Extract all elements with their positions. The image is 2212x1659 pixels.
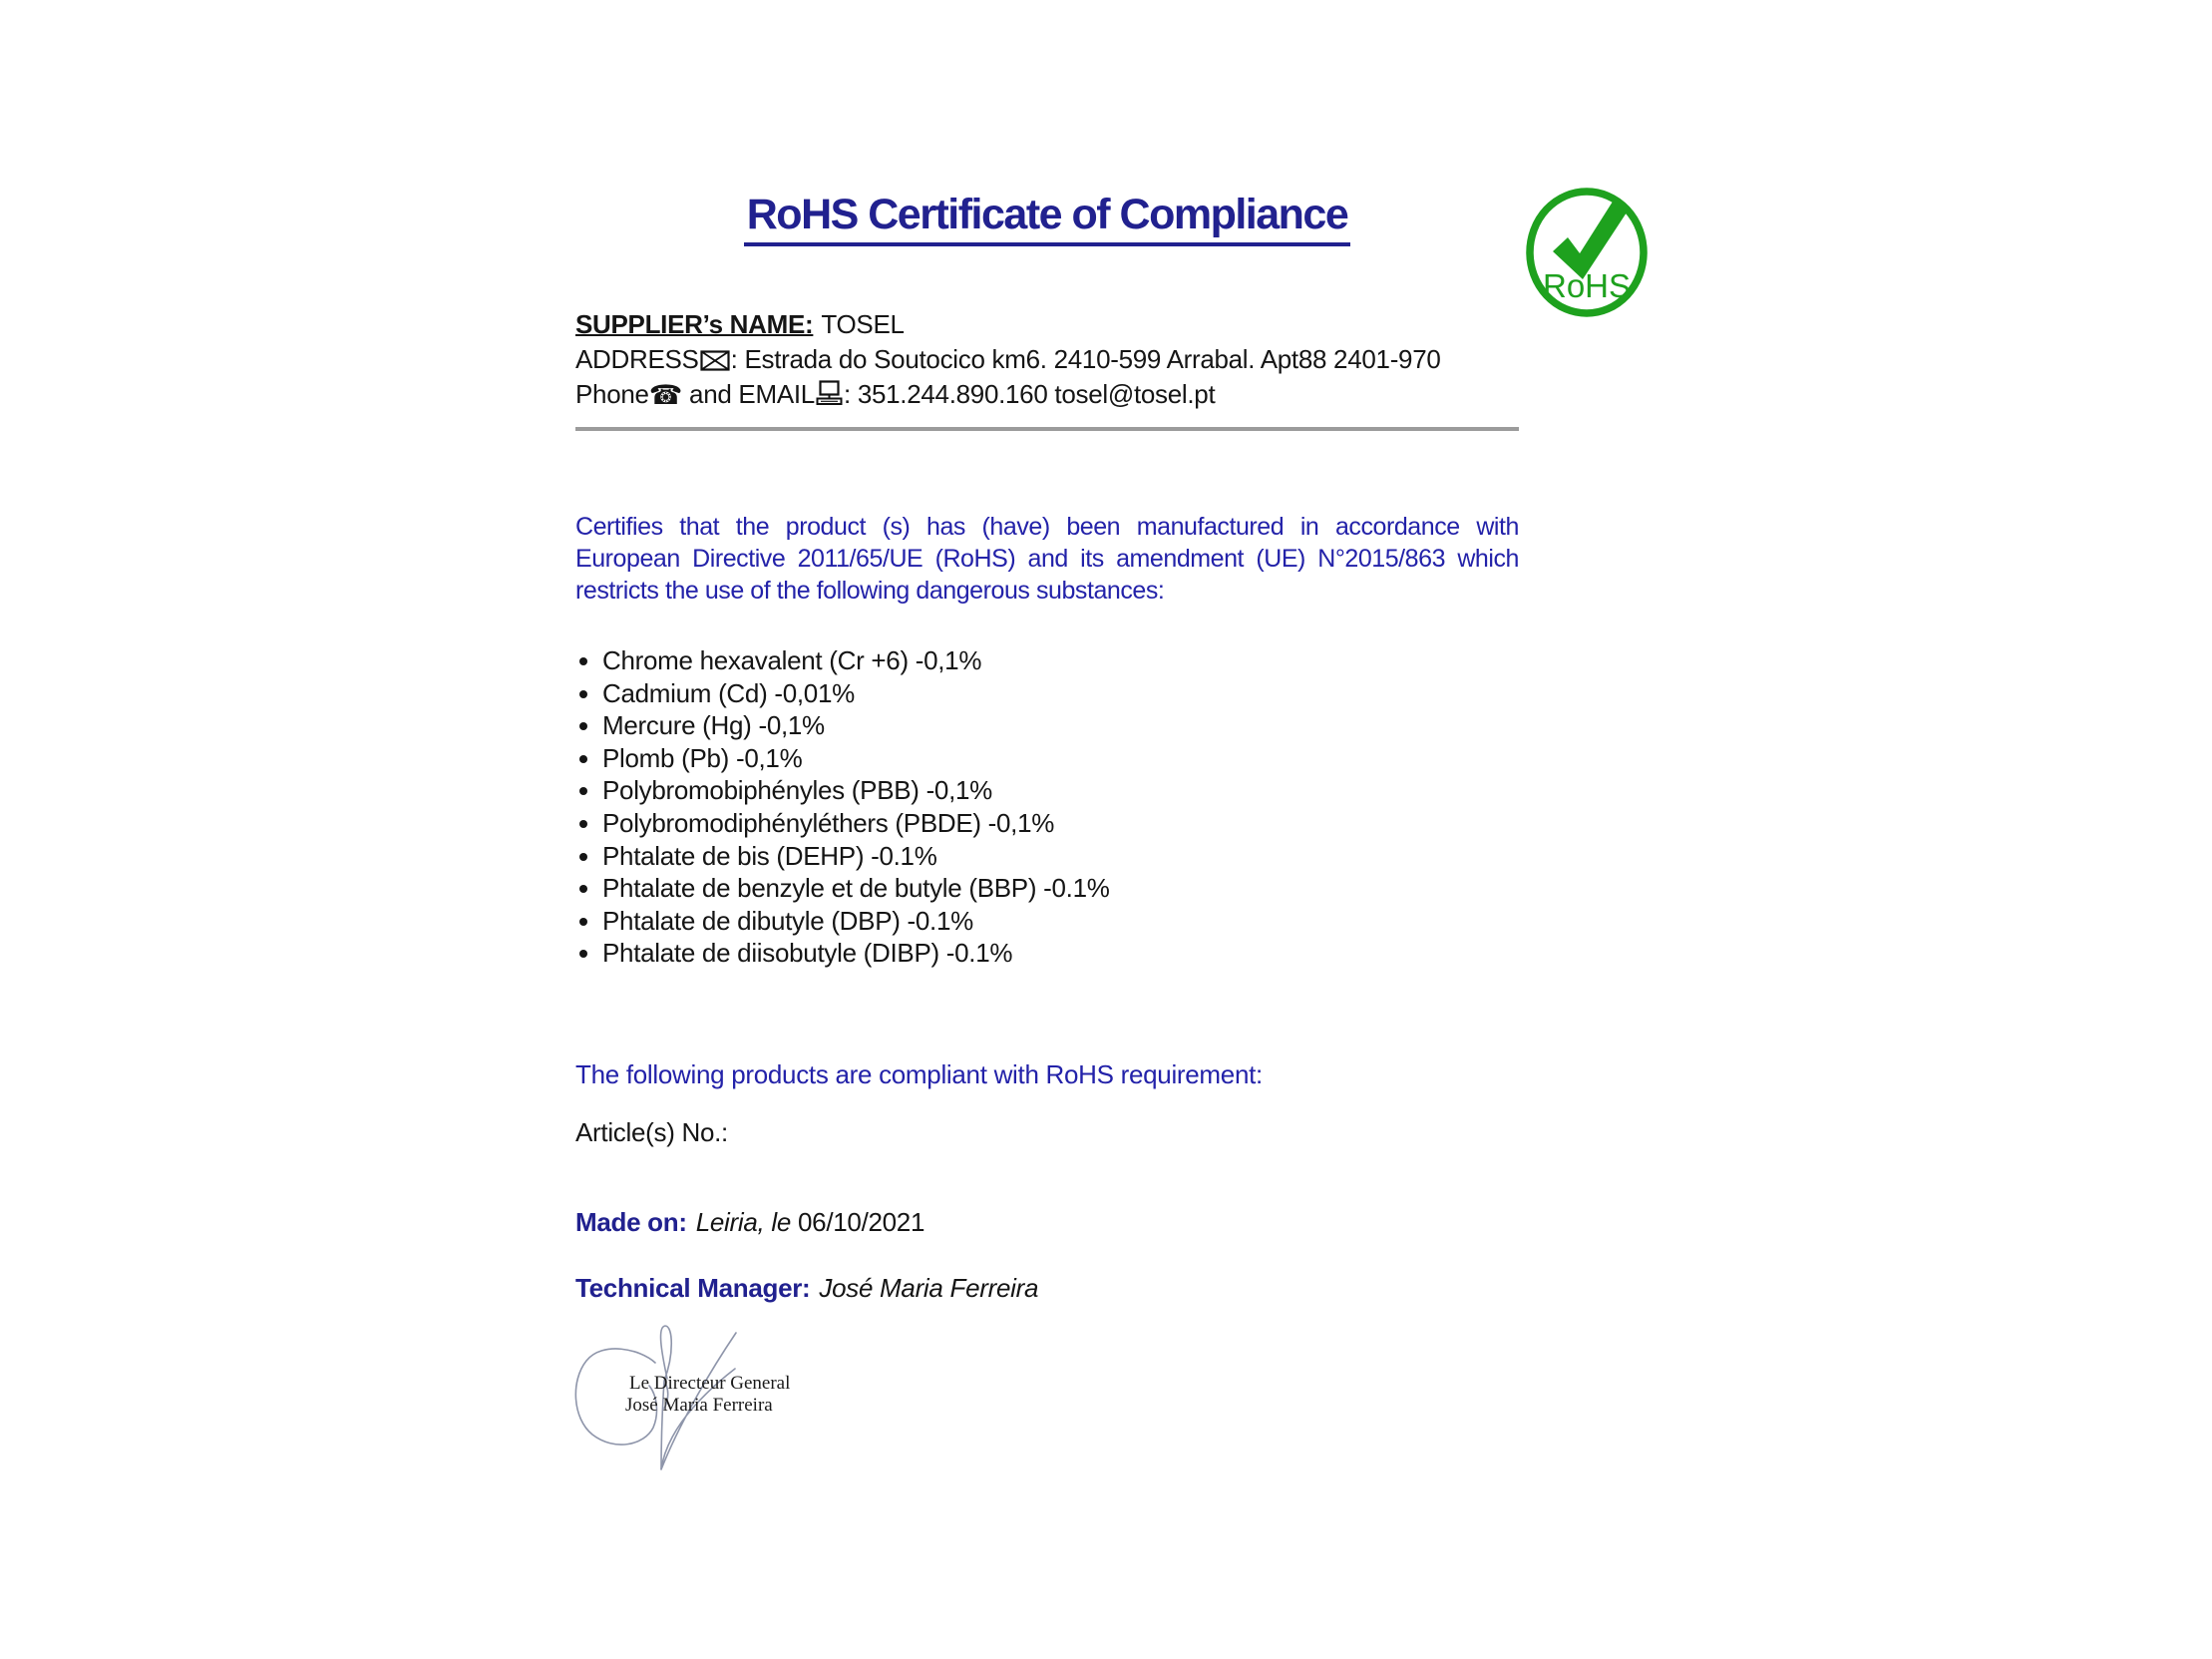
and-email-label: and EMAIL <box>689 379 815 409</box>
computer-icon <box>816 380 843 406</box>
supplier-block <box>575 307 1441 413</box>
technical-manager-line <box>575 1273 1038 1304</box>
substance-item: • Phtalate de bis (DEHP) -0.1% <box>602 840 1110 873</box>
technical-manager-label: Technical Manager: <box>575 1273 811 1303</box>
signature-block <box>564 1319 812 1486</box>
substance-item: • Phtalate de dibutyle (DBP) -0.1% <box>602 905 1110 938</box>
substance-item: • Phtalate de diisobutyle (DIBP) -0.1% <box>602 937 1110 970</box>
substance-item: • Phtalate de benzyle et de butyle (BBP) -0.1% <box>602 872 1110 905</box>
phone-icon: ☎ <box>648 380 683 411</box>
supplier-contact-line <box>575 377 1441 413</box>
made-on-place: Leiria, le <box>695 1207 791 1237</box>
signature-title: Le Directeur General <box>629 1373 791 1394</box>
supplier-name-line <box>575 307 1441 342</box>
divider-rule <box>575 427 1519 431</box>
title-block <box>575 192 1519 246</box>
envelope-icon <box>700 350 730 371</box>
substance-item: • Polybromobiphényles (PBB) -0,1% <box>602 774 1110 807</box>
supplier-name-label: SUPPLIER’s NAME: <box>575 309 814 339</box>
substance-item: • Chrome hexavalent (Cr +6) -0,1% <box>602 644 1110 677</box>
signature-name: José Maria Ferreira <box>625 1395 773 1416</box>
made-on-line <box>575 1207 924 1238</box>
rohs-logo-label: RoHS <box>1542 267 1632 304</box>
supplier-name-value: TOSEL <box>821 309 905 339</box>
substance-item: • Mercure (Hg) -0,1% <box>602 709 1110 742</box>
address-value: : Estrada do Soutocico km6. 2410-599 Arrabal. Apt88 2401-970 <box>730 344 1441 374</box>
address-label: ADDRESS <box>575 344 699 374</box>
made-on-date: 06/10/2021 <box>798 1207 925 1237</box>
compliance-line: The following products are compliant with RoHS requirement: <box>575 1059 1263 1089</box>
substance-item: • Polybromodiphényléthers (PBDE) -0,1% <box>602 807 1110 840</box>
page-title: RoHS Certificate of Compliance <box>744 192 1351 246</box>
made-on-label: Made on: <box>575 1207 687 1237</box>
rohs-logo <box>1523 186 1655 319</box>
technical-manager-name: José Maria Ferreira <box>819 1273 1039 1303</box>
contact-value: : 351.244.890.160 tosel@tosel.pt <box>843 379 1216 409</box>
substance-item: • Cadmium (Cd) -0,01% <box>602 677 1110 710</box>
substances-list <box>575 644 1110 970</box>
supplier-address-line <box>575 342 1441 377</box>
substance-item: • Plomb (Pb) -0,1% <box>602 742 1110 775</box>
certification-paragraph: Certifies that the product (s) has (have) been manufactured in accordance with European Directive 2011/65/UE (RoHS) and its amendment (UE) N°2015/863 which restricts the use of the following dangerous substances: <box>575 513 1519 605</box>
articles-label: Article(s) No.: <box>575 1117 728 1147</box>
phone-label: Phone <box>575 379 649 409</box>
